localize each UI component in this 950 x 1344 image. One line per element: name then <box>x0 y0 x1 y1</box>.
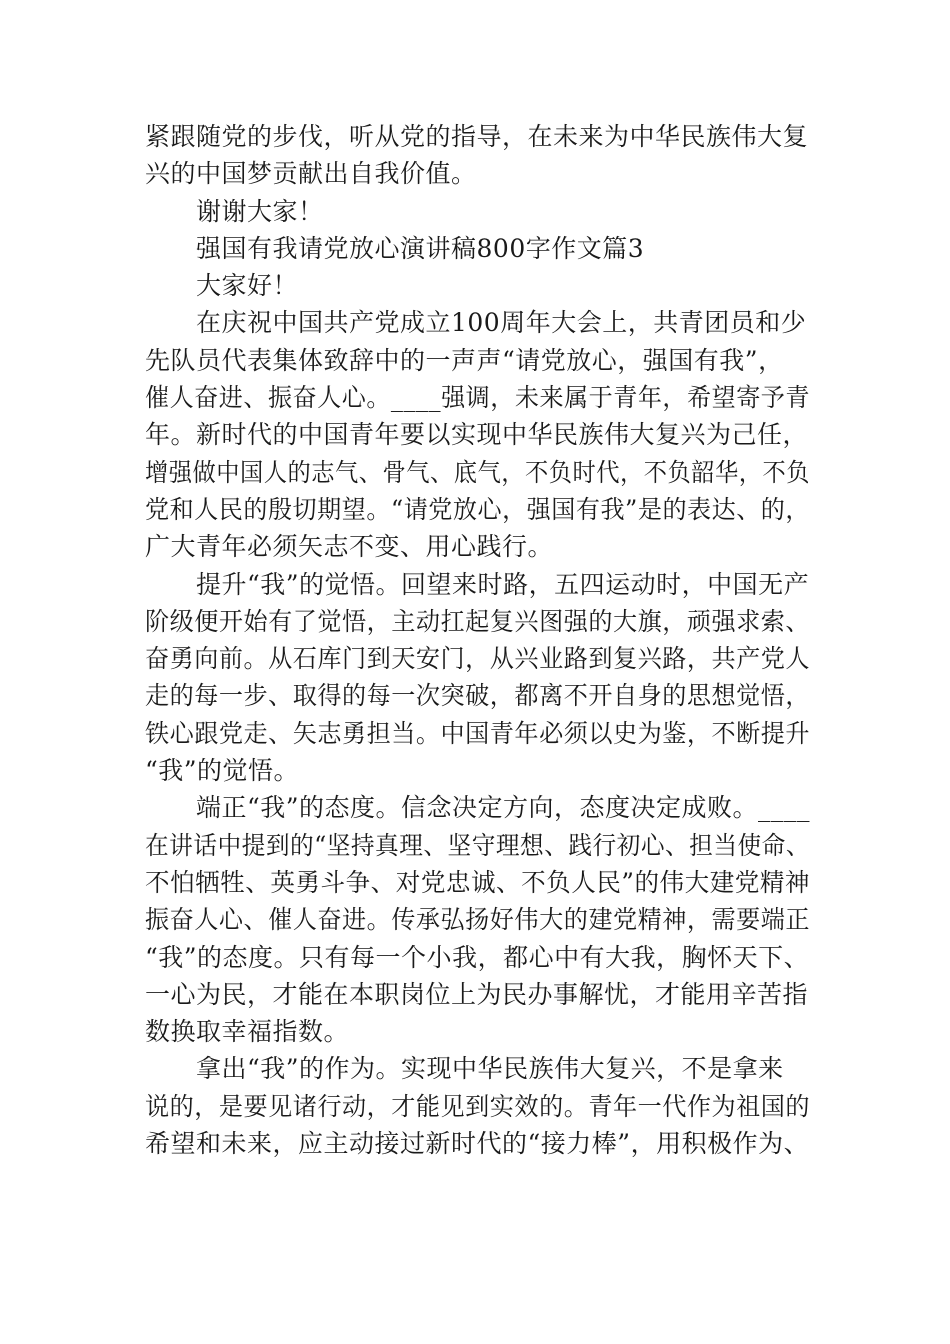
text-line: 走的每一步、取得的每一次突破，都离不开自身的思想觉悟， <box>145 681 810 711</box>
document-body <box>145 118 810 1162</box>
text-line: 大家好！ <box>196 271 299 301</box>
text-line: 阶级便开始有了觉悟，主动扛起复兴图强的大旗，顽强求索、 <box>145 606 810 636</box>
text-line: 说的，是要见诸行动，才能见到实效的。青年一代作为祖国的 <box>145 1091 810 1121</box>
text-line: 广大青年必须矢志不变、用心践行。 <box>145 532 554 562</box>
text-line: 拿出“我”的作为。实现中华民族伟大复兴，不是拿来 <box>196 1054 784 1084</box>
text-line: 铁心跟党走、矢志勇担当。中国青年必须以史为鉴，不断提升 <box>145 718 810 748</box>
text-line: 在讲话中提到的“坚持真理、坚守理想、践行初心、担当使命、 <box>145 830 810 860</box>
text-line: 数换取幸福指数。 <box>145 1017 350 1047</box>
text-line: 催人奋进、振奋人心。____强调，未来属于青年，希望寄予青 <box>145 383 810 413</box>
text-line: 一心为民，才能在本职岗位上为民办事解忧，才能用辛苦指 <box>145 979 809 1009</box>
text-line: “我”的态度。只有每一个小我，都心中有大我，胸怀天下、 <box>145 942 810 972</box>
text-line: 谢谢大家！ <box>196 196 324 226</box>
text-line: 希望和未来，应主动接过新时代的“接力棒”，用积极作为、 <box>145 1129 810 1159</box>
text-line: 党和人民的殷切期望。“请党放心，强国有我”是的表达、的， <box>145 494 810 524</box>
text-line: 不怕牺牲、英勇斗争、对党忠诚、不负人民”的伟大建党精神 <box>145 867 810 897</box>
text-line: 先队员代表集体致辞中的一声声“请党放心，强国有我”， <box>145 345 784 375</box>
text-line: 增强做中国人的志气、骨气、底气，不负时代，不负韶华，不负 <box>145 457 810 487</box>
text-line: “我”的觉悟。 <box>145 756 300 786</box>
text-line: 在庆祝中国共产党成立100周年大会上，共青团员和少 <box>196 308 807 338</box>
text-line: 提升“我”的觉悟。回望来时路，五四运动时，中国无产 <box>196 569 810 599</box>
text-line: 端正“我”的态度。信念决定方向，态度决定成败。____ <box>196 793 810 823</box>
text-line: 奋勇向前。从石库门到天安门，从兴业路到复兴路，共产党人 <box>145 644 810 674</box>
text-line: 强国有我请党放心演讲稿800字作文篇3 <box>196 233 645 263</box>
text-line: 兴的中国梦贡献出自我价值。 <box>145 159 477 189</box>
text-line: 振奋人心、催人奋进。传承弘扬好伟大的建党精神，需要端正 <box>145 905 810 935</box>
text-line: 紧跟随党的步伐，听从党的指导，在未来为中华民族伟大复 <box>145 122 809 151</box>
text-line: 年。新时代的中国青年要以实现中华民族伟大复兴为己任， <box>145 420 809 450</box>
